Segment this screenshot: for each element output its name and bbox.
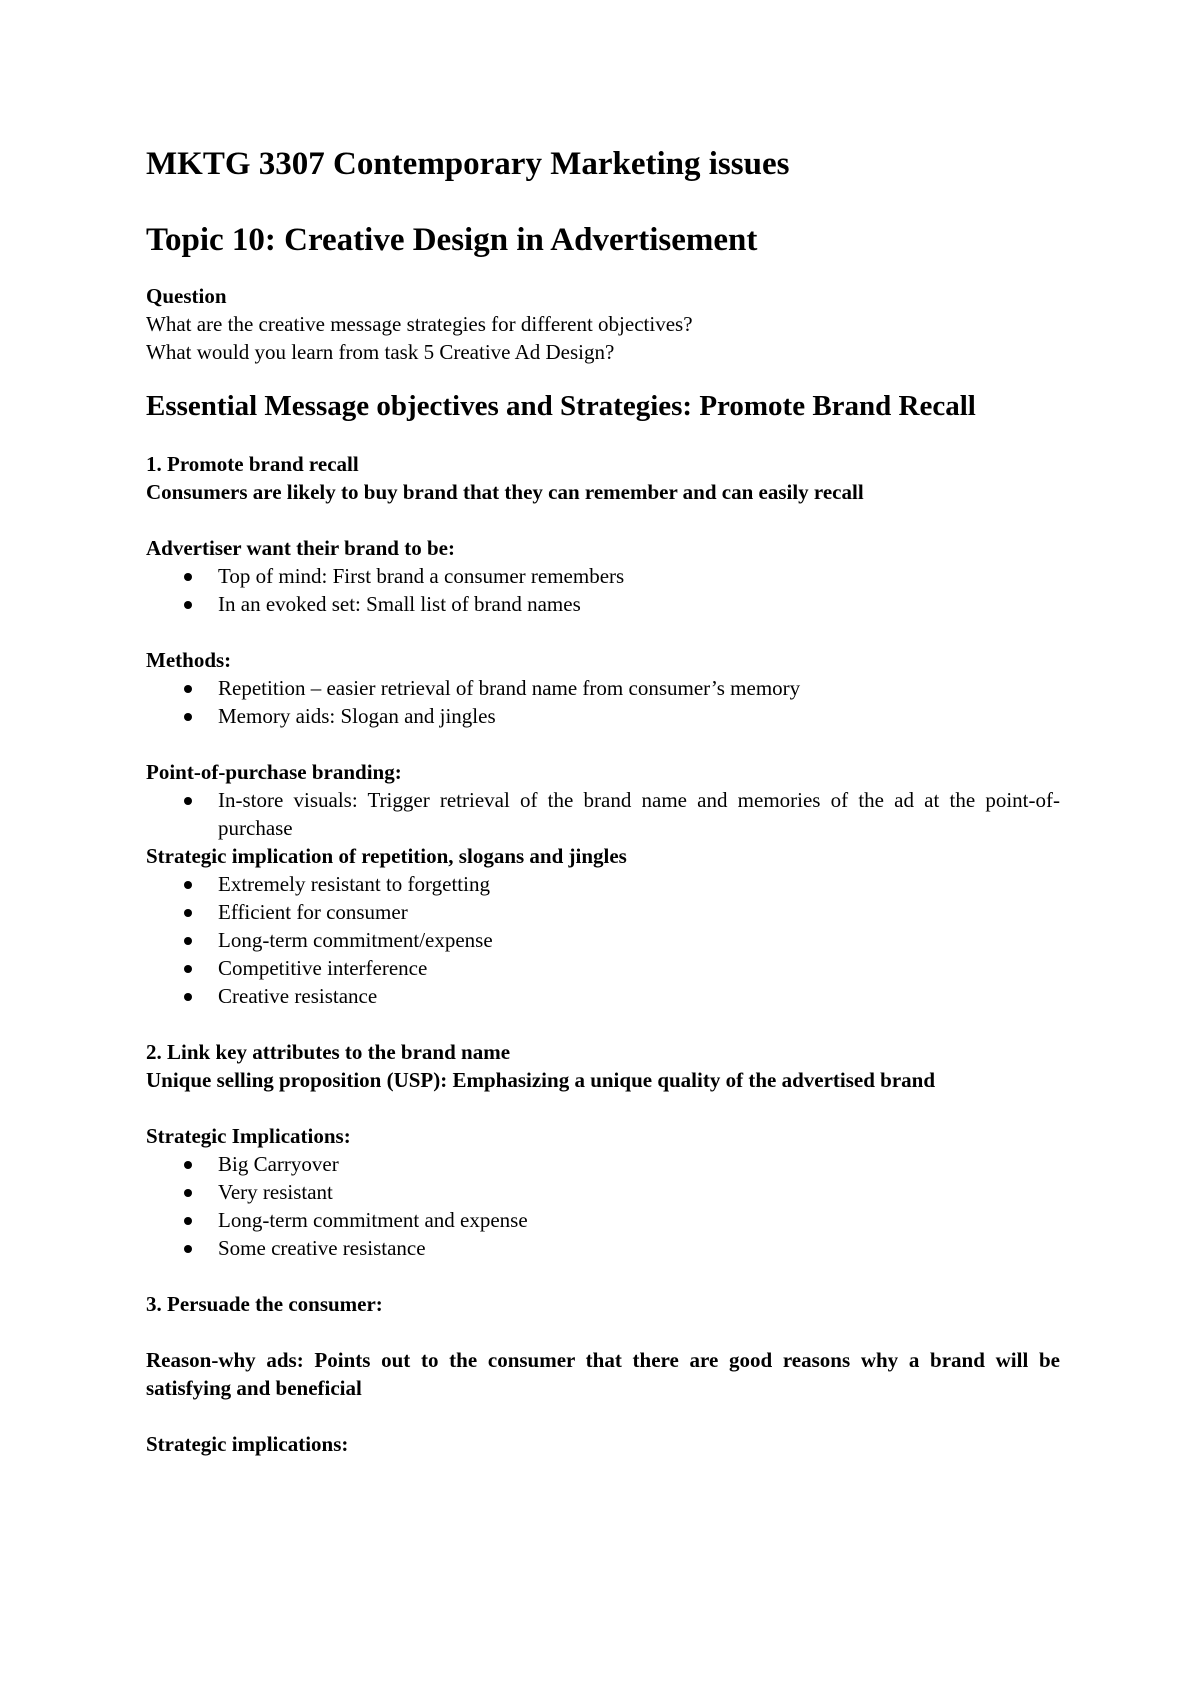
spacer <box>146 1402 1060 1430</box>
s1-want-list <box>146 562 1060 618</box>
spacer <box>146 1010 1060 1038</box>
list-item-text: In-store visuals: Trigger retrieval of the brand name and memories of the ad at the point-of-purchase <box>218 788 1060 840</box>
list-item-text: In an evoked set: Small list of brand names <box>218 592 581 616</box>
s2-implications-label: Strategic Implications: <box>146 1124 351 1148</box>
s1-implication-list <box>146 870 1060 1010</box>
list-item <box>146 982 1060 1010</box>
bullet-icon <box>184 1245 192 1253</box>
list-item <box>146 562 1060 590</box>
list-item-text: Very resistant <box>218 1180 333 1204</box>
bullet-icon <box>184 573 192 581</box>
course-title: MKTG 3307 Contemporary Marketing issues <box>146 146 790 182</box>
list-item-text: Repetition – easier retrieval of brand name from consumer’s memory <box>218 676 801 700</box>
spacer <box>146 618 1060 646</box>
bullet-icon <box>184 909 192 917</box>
section-heading: Essential Message objectives and Strategies: Promote Brand Recall <box>146 390 976 422</box>
bullet-icon <box>184 965 192 973</box>
bullet-icon <box>184 797 192 805</box>
s1-pop-list <box>146 786 1060 842</box>
list-item <box>146 674 1060 702</box>
list-item <box>146 1206 1060 1234</box>
list-item-text: Long-term commitment/expense <box>218 928 493 952</box>
spacer <box>146 1094 1060 1122</box>
list-item-text: Big Carryover <box>218 1152 339 1176</box>
spacer <box>146 1318 1060 1346</box>
bullet-icon <box>184 1189 192 1197</box>
s1-heading: 1. Promote brand recall <box>146 452 359 476</box>
list-item <box>146 870 1060 898</box>
spacer <box>146 730 1060 758</box>
list-item <box>146 954 1060 982</box>
question-line: What are the creative message strategies for different objectives? <box>146 312 693 336</box>
list-item-text: Extremely resistant to forgetting <box>218 872 490 896</box>
bullet-icon <box>184 993 192 1001</box>
s1-methods-label: Methods: <box>146 648 232 672</box>
topic-title: Topic 10: Creative Design in Advertisement <box>146 222 758 258</box>
s1-implication-label: Strategic implication of repetition, slogans and jingles <box>146 844 627 868</box>
list-item <box>146 1178 1060 1206</box>
bullet-icon <box>184 713 192 721</box>
list-item <box>146 1234 1060 1262</box>
s2-implications-list <box>146 1150 1060 1262</box>
list-item-text: Some creative resistance <box>218 1236 426 1260</box>
s3-reason-why: Reason-why ads: Points out to the consumer that there are good reasons why a brand will be satisfying and beneficial <box>146 1348 1060 1400</box>
list-item <box>146 1150 1060 1178</box>
s3-heading: 3. Persuade the consumer: <box>146 1292 383 1316</box>
s3-implications-label: Strategic implications: <box>146 1432 349 1456</box>
bullet-icon <box>184 601 192 609</box>
spacer <box>146 506 1060 534</box>
s1-pop-label: Point-of-purchase branding: <box>146 760 402 784</box>
question-label: Question <box>146 284 227 308</box>
s2-subheading: Unique selling proposition (USP): Emphasizing a unique quality of the advertised brand <box>146 1068 936 1092</box>
s2-heading: 2. Link key attributes to the brand name <box>146 1040 511 1064</box>
list-item <box>146 590 1060 618</box>
list-item-text: Efficient for consumer <box>218 900 408 924</box>
s1-methods-list <box>146 674 1060 730</box>
list-item <box>146 926 1060 954</box>
bullet-icon <box>184 685 192 693</box>
bullet-icon <box>184 937 192 945</box>
list-item-text: Memory aids: Slogan and jingles <box>218 704 496 728</box>
question-line: What would you learn from task 5 Creative Ad Design? <box>146 340 615 364</box>
list-item-text: Top of mind: First brand a consumer remembers <box>218 564 625 588</box>
list-item <box>146 786 1060 842</box>
bullet-icon <box>184 881 192 889</box>
bullet-icon <box>184 1217 192 1225</box>
s1-subheading: Consumers are likely to buy brand that they can remember and can easily recall <box>146 480 864 504</box>
spacer <box>146 1262 1060 1290</box>
list-item <box>146 702 1060 730</box>
list-item <box>146 898 1060 926</box>
list-item-text: Long-term commitment and expense <box>218 1208 528 1232</box>
list-item-text: Creative resistance <box>218 984 378 1008</box>
s1-want-label: Advertiser want their brand to be: <box>146 536 455 560</box>
bullet-icon <box>184 1161 192 1169</box>
list-item-text: Competitive interference <box>218 956 428 980</box>
